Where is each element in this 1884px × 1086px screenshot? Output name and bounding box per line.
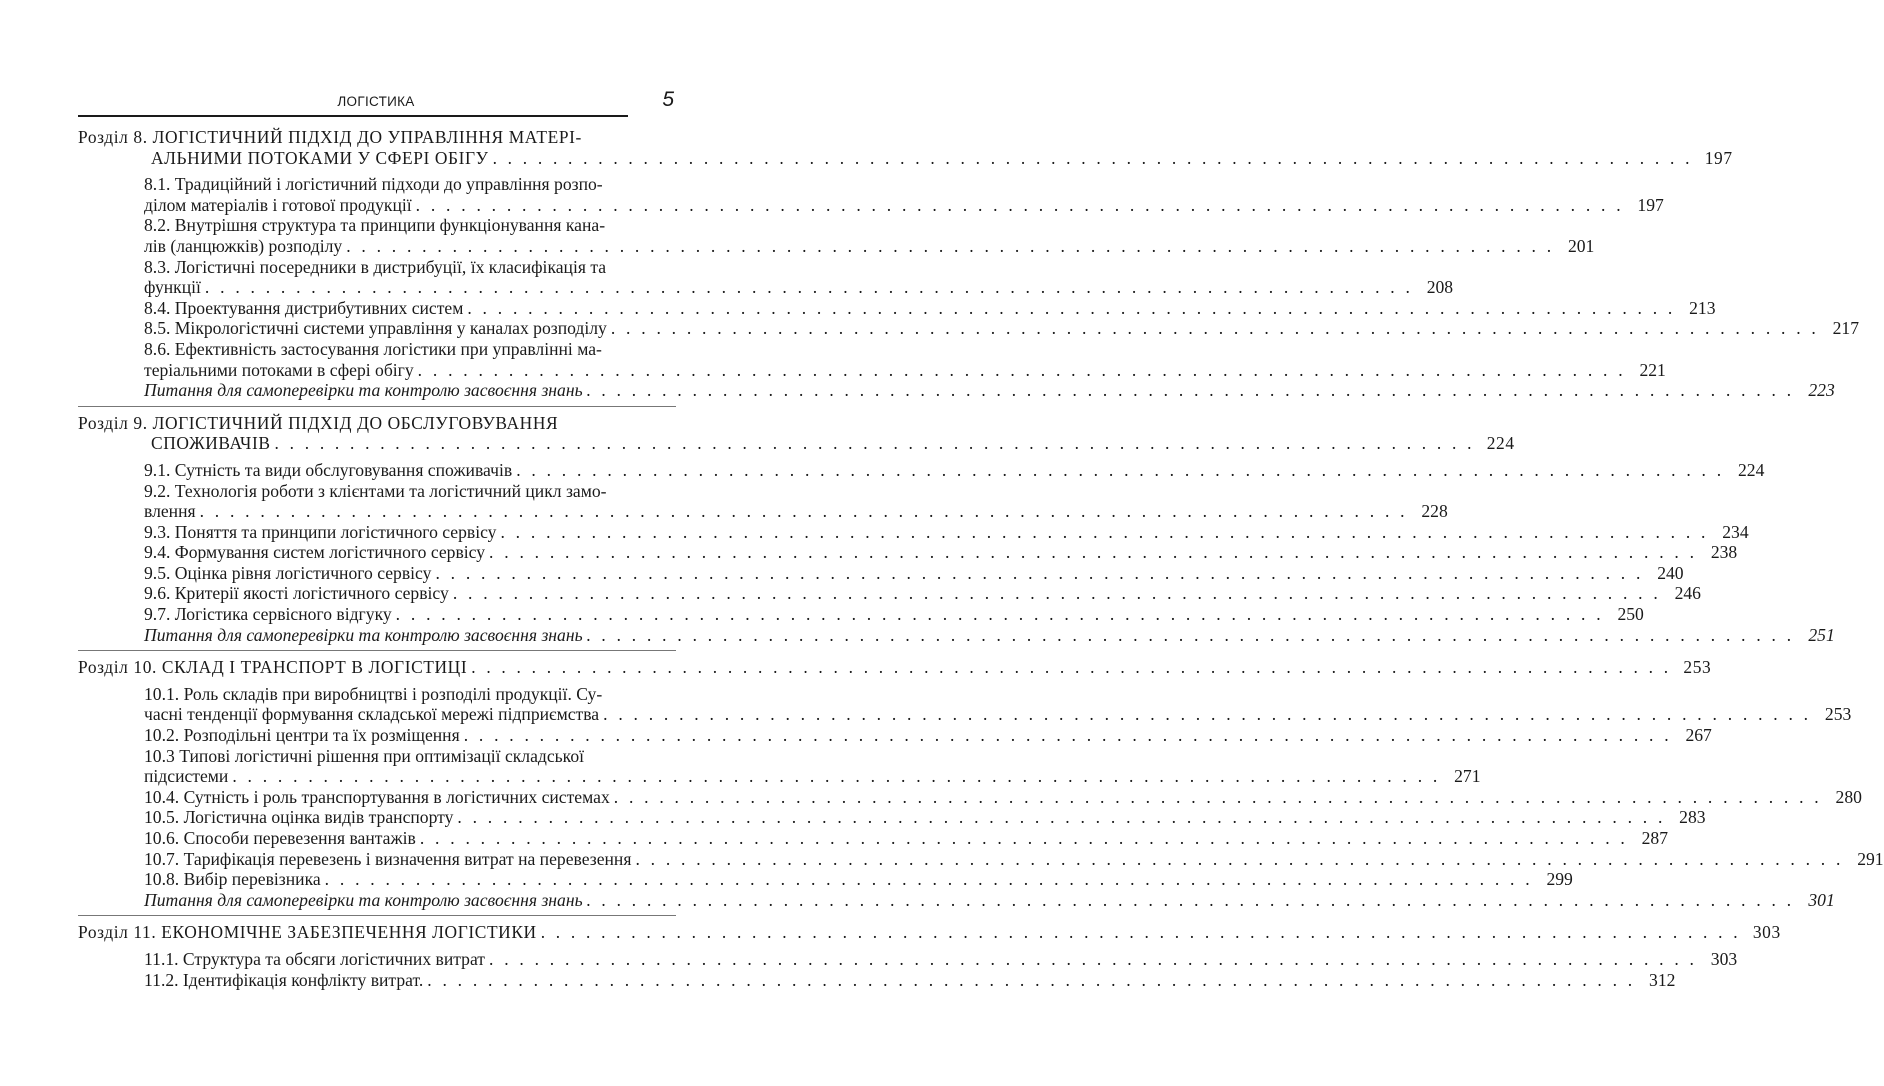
dot-leader: . . . . . . . . . . . . . . . . . . . . . . . . . . . . . . . . . . . . . . . . . . . . . . . . . . . . . . . . . . . . . . . . . . . . . . . . . . . . . . . . [610,318,1820,339]
dot-leader: . . . . . . . . . . . . . . . . . . . . . . . . . . . . . . . . . . . . . . . . . . . . . . . . . . . . . . . . . . . . . . . . . . . . . . . . . . . . . . . . [516,459,1725,480]
toc-page-number: 301 [1808,889,1835,910]
dot-leader: . . . . . . . . . . . . . . . . . . . . . . . . . . . . . . . . . . . . . . . . . . . . . . . . . . . . . . . . . . . . . . . . . . . . . . . . . . . . . . . . [613,786,1822,807]
toc-page-number: 299 [1546,869,1573,890]
section-entry[interactable] [78,297,1716,319]
toc-line-text: функції [144,277,201,298]
toc-line-text: теріальними потоками в сфері обігу [144,359,414,380]
toc-line-text: 8.1. Традиційний і логістичний підходи до управління розпо- [144,174,603,195]
toc-page-number: 197 [1637,194,1664,215]
dot-leader: . . . . . . . . . . . . . . . . . . . . . . . . . . . . . . . . . . . . . . . . . . . . . . . . . . . . . . . . . . . . . . . . . . . . . . . . . . . . . . . . [435,562,1644,583]
toc-page-number: 303 [1752,922,1781,943]
section-entry[interactable] [78,174,1664,215]
toc-line [78,318,1860,339]
toc-line-text: 8.4. Проектування дистрибутивних систем [144,297,464,318]
toc-line [78,583,1701,604]
toc-line-text: 8.3. Логістичні посередники в дистрибуції, їх класифікація та [144,256,607,277]
dot-leader: . . . . . . . . . . . . . . . . . . . . . . . . . . . . . . . . . . . . . . . . . . . . . . . . . . . . . . . . . . . . . . . . . . . . . . . . . . . . . . . . [635,848,1844,869]
toc-line-text: Розділ 8. ЛОГІСТИЧНИЙ ПІДХІД ДО УПРАВЛІННЯ МАТЕРІ- [78,127,582,147]
toc-line [78,127,676,148]
running-header [78,88,674,114]
toc-page-number: 238 [1710,542,1738,563]
dot-leader: . . . . . . . . . . . . . . . . . . . . . . . . . . . . . . . . . . . . . . . . . . . . . . . . . . . . . . . . . . . . . . . . . . . . . . . . . . . . . . . . [457,807,1666,828]
chapter-block [78,407,1835,652]
chapter-block [78,127,1860,407]
toc-line [78,869,1573,890]
toc-line-text: 9.5. Оцінка рівня логістичного сервісу [144,562,432,583]
dot-leader: . . . . . . . . . . . . . . . . . . . . . . . . . . . . . . . . . . . . . . . . . . . . . . . . . . . . . . . . . . . . . . . . . . . . . . . . . . . . . . . . [346,235,1555,256]
header-rule [78,115,628,117]
toc-line [78,948,1738,970]
section-entry[interactable] [78,604,1644,625]
chapter-heading[interactable] [78,922,1781,943]
toc-page-number: 217 [1832,318,1860,339]
toc-line [78,521,1749,543]
dot-leader: . . . . . . . . . . . . . . . . . . . . . . . . . . . . . . . . . . . . . . . . . . . . . . . . . . . . . . . . . . . . . . . . . . . . . . . . . . . . . . . . [467,297,1676,318]
page-number: 5 [662,88,674,111]
toc-page-number: 253 [1824,704,1852,725]
toc-line [78,433,1515,454]
dot-leader: . . . . . . . . . . . . . . . . . . . . . . . . . . . . . . . . . . . . . . . . . . . . . . . . . . . . . . . . . . . . . . . . . . . . . . . . . . . . . . . . [452,583,1661,604]
dot-leader: . . . . . . . . . . . . . . . . . . . . . . . . . . . . . . . . . . . . . . . . . . . . . . . . . . . . . . . . . . . . . . . . . . . . . . . . . . . . . . . . [199,501,1408,522]
toc-line-text: 8.5. Мікрологістичні системи управління у каналах розподілу [144,318,607,339]
toc-page-number: 224 [1486,433,1515,454]
toc-page-number: 251 [1808,624,1835,645]
toc-line [78,459,1765,481]
toc-line-text: 10.3 Типові логістичні рішення при оптимізації складської [144,745,585,766]
toc-line-text: 10.8. Вибір перевізника [144,869,321,890]
toc-line-text: 9.4. Формування систем логістичного сервісу [144,542,486,563]
toc-page-number: 201 [1567,235,1595,256]
section-entry[interactable] [78,562,1684,584]
toc-line-text: 9.2. Технологія роботи з клієнтами та логістичний цикл замо- [144,480,607,501]
toc-line [78,657,1712,678]
toc-page-number: 312 [1649,969,1676,990]
section-entry[interactable] [78,745,1481,787]
section-entry[interactable] [78,459,1765,481]
toc-line [78,147,1733,169]
toc-line [78,501,1448,522]
toc-line-text: 10.7. Тарифікація перевезень і визначення витрат на перевезення [144,848,632,869]
toc-line-text: 10.5. Логістична оцінка видів транспорту [144,807,454,828]
section-entry[interactable] [78,848,1884,870]
section-entry[interactable] [78,542,1738,563]
dot-leader: . . . . . . . . . . . . . . . . . . . . . . . . . . . . . . . . . . . . . . . . . . . . . . . . . . . . . . . . . . . . . . . . . . . . . . . . . . . . . . . . [274,433,1475,454]
toc-line [78,562,1684,584]
dot-leader: . . . . . . . . . . . . . . . . . . . . . . . . . . . . . . . . . . . . . . . . . . . . . . . . . . . . . . . . . . . . . . . . . . . . . . . . . . . . . . . . [500,521,1709,542]
spacer [78,910,676,915]
section-entry[interactable] [78,521,1749,543]
chapter-block [78,651,1884,916]
toc-page-number: 208 [1426,277,1454,298]
toc-page-number: 213 [1689,297,1716,318]
toc-line-text: Питання для самоперевірки та контролю засвоєння знань [144,380,583,401]
dot-leader: . . . . . . . . . . . . . . . . . . . . . . . . . . . . . . . . . . . . . . . . . . . . . . . . . . . . . . . . . . . . . . . . . . . . . . . . . . . . . . . . [540,922,1741,943]
section-entry[interactable] [78,480,1448,522]
toc-line-text: АЛЬНИМИ ПОТОКАМИ У СФЕРІ ОБІГУ [151,147,489,168]
chapter-block [78,916,1781,995]
toc-line-text: 9.1. Сутність та види обслуговування споживачів [144,459,513,480]
toc-page-number: 228 [1421,501,1448,522]
toc-line [78,746,676,767]
toc-line [78,481,676,502]
toc-line-text: 10.1. Роль складів при виробництві і розподілі продукції. Су- [144,683,603,704]
toc-line-text: підсистеми [144,766,229,787]
toc-line [78,766,1481,787]
spacer [78,401,676,406]
toc-page-number: 291 [1857,848,1884,869]
dot-leader: . . . . . . . . . . . . . . . . . . . . . . . . . . . . . . . . . . . . . . . . . . . . . . . . . . . . . . . . . . . . . . . . . . . . . . . . . . . . . . . . [419,828,1629,848]
section-entry[interactable] [78,828,1669,849]
section-entry[interactable] [78,583,1701,604]
table-of-contents [78,127,1884,995]
section-entry[interactable] [78,256,1454,298]
toc-line-text: 9.7. Логістика сервісного відгуку [144,604,392,625]
toc-page-number: 221 [1639,359,1666,380]
chapter-heading[interactable] [78,127,1733,168]
toc-line [78,889,1835,911]
section-entry[interactable] [78,683,1852,725]
dot-leader: . . . . . . . . . . . . . . . . . . . . . . . . . . . . . . . . . . . . . . . . . . . . . . . . . . . . . . . . . . . . . . . . . . . . . . . . . . . . . . . . [463,725,1672,746]
section-entry[interactable] [78,318,1860,339]
section-entry[interactable] [78,786,1862,808]
dot-leader: . . . . . . . . . . . . . . . . . . . . . . . . . . . . . . . . . . . . . . . . . . . . . . . . . . . . . . . . . . . . . . . . . . . . . . . . . . . . . . . . [415,194,1624,215]
toc-line [78,725,1712,746]
section-entry[interactable] [78,338,1666,380]
toc-line [78,297,1716,319]
toc-line-text: 10.6. Способи перевезення вантажів [144,828,416,848]
toc-line [78,257,676,278]
dot-leader: . . . . . . . . . . . . . . . . . . . . . . . . . . . . . . . . . . . . . . . . . . . . . . . . . . . . . . . . . . . . . . . . . . . . . . . . . . . . . . . . [417,359,1626,380]
toc-line-text: 10.2. Розподільні центри та їх розміщення [144,725,460,746]
toc-page-number: 271 [1454,766,1481,787]
running-header-title: ЛОГІСТИКА [337,94,415,109]
toc-line [78,359,1666,381]
section-entry[interactable] [78,215,1595,256]
toc-line [78,684,676,705]
toc-line-text: 8.6. Ефективність застосування логістики при управлінні ма- [144,338,602,359]
dot-leader: . . . . . . . . . . . . . . . . . . . . . . . . . . . . . . . . . . . . . . . . . . . . . . . . . . . . . . . . . . . . . . . . . . . . . . . . . . . . . . . . [586,380,1795,401]
toc-line [78,235,1595,257]
toc-line [78,215,676,236]
toc-page-number: 240 [1657,562,1684,583]
toc-line [78,807,1706,828]
toc-line [78,413,676,434]
dot-leader: . . . . . . . . . . . . . . . . . . . . . . . . . . . . . . . . . . . . . . . . . . . . . . . . . . . . . . . . . . . . . . . . . . . . . . . . . . . . . . . . [471,657,1672,678]
dot-leader: . . . . . . . . . . . . . . . . . . . . . . . . . . . . . . . . . . . . . . . . . . . . . . . . . . . . . . . . . . . . . . . . . . . . . . . . . . . . . . . . [603,704,1812,725]
toc-line-text: влення [144,501,196,522]
toc-line [78,828,1669,849]
dot-leader: . . . . . . . . . . . . . . . . . . . . . . . . . . . . . . . . . . . . . . . . . . . . . . . . . . . . . . . . . . . . . . . . . . . . . . . . . . . . . . . . [395,604,1604,625]
section-entry[interactable] [78,807,1706,828]
toc-line [78,704,1852,725]
toc-line-text: 9.6. Критерії якості логістичного сервісу [144,583,449,604]
dot-leader: . . . . . . . . . . . . . . . . . . . . . . . . . . . . . . . . . . . . . . . . . . . . . . . . . . . . . . . . . . . . . . . . . . . . . . . . . . . . . . . . [232,766,1441,787]
toc-page-number: 267 [1685,725,1712,746]
dot-leader: . . . . . . . . . . . . . . . . . . . . . . . . . . . . . . . . . . . . . . . . . . . . . . . . . . . . . . . . . . . . . . . . . . . . . . . . . . . . . . . . [586,624,1795,645]
toc-line [78,969,1676,991]
dot-leader: . . . . . . . . . . . . . . . . . . . . . . . . . . . . . . . . . . . . . . . . . . . . . . . . . . . . . . . . . . . . . . . . . . . . . . . . . . . . . . . . [489,542,1698,563]
toc-line-text: СПОЖИВАЧІВ [151,433,271,454]
toc-page-number: 246 [1674,583,1701,604]
toc-line-text: 9.3. Поняття та принципи логістичного сервісу [144,521,497,542]
toc-line [78,848,1884,870]
toc-line-text: 8.2. Внутрішня структура та принципи функціонування кана- [144,215,606,236]
toc-page-number: 250 [1617,604,1644,625]
section-entry[interactable] [78,725,1712,746]
toc-line [78,542,1738,563]
toc-line-text: Питання для самоперевірки та контролю засвоєння знань [144,889,583,910]
toc-line-text: 11.1. Структура та обсяги логістичних витрат [144,948,485,969]
toc-page-number: 303 [1710,948,1738,969]
review-questions-entry[interactable] [78,380,1835,401]
toc-line [78,624,1835,646]
toc-page-number: 280 [1835,786,1862,807]
toc-page-number: 224 [1737,459,1765,480]
toc-line-text: Питання для самоперевірки та контролю засвоєння знань [144,624,583,645]
dot-leader: . . . . . . . . . . . . . . . . . . . . . . . . . . . . . . . . . . . . . . . . . . . . . . . . . . . . . . . . . . . . . . . . . . . . . . . . . . . . . . . . [489,948,1698,969]
dot-leader: . . . . . . . . . . . . . . . . . . . . . . . . . . . . . . . . . . . . . . . . . . . . . . . . . . . . . . . . . . . . . . . . . . . . . . . . . . . . . . . . [427,969,1636,990]
toc-page-number: 283 [1679,807,1706,828]
spacer [78,645,676,650]
dot-leader: . . . . . . . . . . . . . . . . . . . . . . . . . . . . . . . . . . . . . . . . . . . . . . . . . . . . . . . . . . . . . . . . . . . . . . . . . . . . . . . . [492,147,1693,168]
toc-line-text: лів (ланцюжків) розподілу [144,235,343,256]
toc-line [78,339,676,360]
toc-line [78,194,1664,216]
toc-line [78,174,676,195]
toc-line-text: Розділ 11. ЕКОНОМІЧНЕ ЗАБЕЗПЕЧЕННЯ ЛОГІСТИКИ [78,922,537,943]
toc-line-text: 10.4. Сутність і роль транспортування в логістичних системах [144,786,610,807]
section-entry[interactable] [78,969,1676,991]
toc-line [78,922,1781,943]
toc-line [78,277,1454,298]
review-questions-entry[interactable] [78,889,1835,911]
toc-line [78,786,1862,808]
toc-line [78,380,1835,401]
toc-line-text: Розділ 9. ЛОГІСТИЧНИЙ ПІДХІД ДО ОБСЛУГОВУВАННЯ [78,412,559,433]
dot-leader: . . . . . . . . . . . . . . . . . . . . . . . . . . . . . . . . . . . . . . . . . . . . . . . . . . . . . . . . . . . . . . . . . . . . . . . . . . . . . . . . [204,277,1414,298]
toc-line-text: Розділ 10. СКЛАД І ТРАНСПОРТ В ЛОГІСТИЦІ [78,657,468,678]
toc-line [78,604,1644,625]
review-questions-entry[interactable] [78,624,1835,646]
toc-page-number: 197 [1704,147,1733,168]
chapter-heading[interactable] [78,412,1515,454]
toc-line-text: ділом матеріалів і готової продукції [144,194,412,215]
chapter-heading[interactable] [78,657,1712,678]
toc-page-number: 223 [1808,380,1835,401]
dot-leader: . . . . . . . . . . . . . . . . . . . . . . . . . . . . . . . . . . . . . . . . . . . . . . . . . . . . . . . . . . . . . . . . . . . . . . . . . . . . . . . . [324,869,1533,890]
section-entry[interactable] [78,948,1738,970]
toc-line-text: часні тенденції формування складської мережі підприємства [144,704,600,725]
toc-page-number: 253 [1683,657,1712,678]
toc-page-number: 234 [1722,521,1749,542]
section-entry[interactable] [78,869,1573,890]
toc-line-text: 11.2. Ідентифікація конфлікту витрат. [144,969,424,990]
toc-page-number: 287 [1641,828,1669,848]
spacer [78,990,676,995]
dot-leader: . . . . . . . . . . . . . . . . . . . . . . . . . . . . . . . . . . . . . . . . . . . . . . . . . . . . . . . . . . . . . . . . . . . . . . . . . . . . . . . . [586,889,1795,910]
